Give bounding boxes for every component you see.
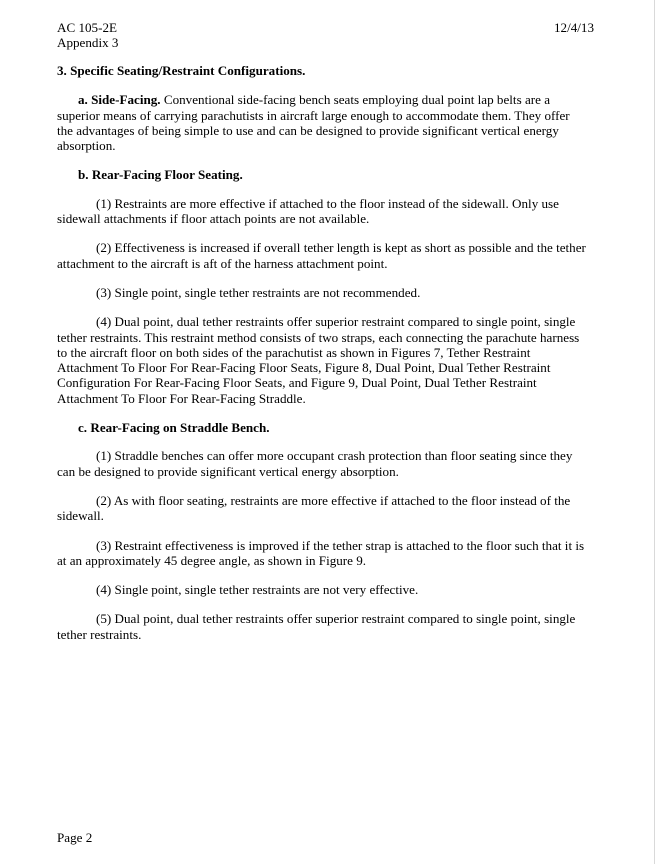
side-facing-text: Conventional side-facing bench seats employing dual point lap belts are a superior means of carrying parachutists in aircraft large enough to accommodate them. They offer the advantages of being simple to use and can be designed to provide significant vertical energy absorption. xyxy=(57,92,570,154)
list-item: (1) Straddle benches can offer more occupant crash protection than floor seating since they can be designed to provide significant vertical energy absorption. xyxy=(57,448,573,479)
list-item: (3) Restraint effectiveness is improved if the tether strap is attached to the floor such that it is at an approximately 45 degree angle, as shown in Figure 9. xyxy=(57,537,585,568)
document-body xyxy=(57,63,587,656)
list-item: (2) As with floor seating, restraints are more effective if attached to the floor instead of the sidewall. xyxy=(57,492,571,524)
document-id: AC 105-2E xyxy=(57,20,118,35)
section-heading: 3. Specific Seating/Restraint Configurations. xyxy=(57,63,306,78)
side-facing-label: a. Side-Facing. xyxy=(78,92,161,108)
page-header-left xyxy=(57,20,118,50)
list-item: (5) Dual point, dual tether restraints offer superior restraint compared to single point, single tether restraints. xyxy=(57,611,576,642)
appendix-label: Appendix 3 xyxy=(57,35,119,50)
list-item: (4) Dual point, dual tether restraints offer superior restraint compared to single point, single tether restraints. This restraint method consists of two straps, each connecting the parachute harness to the aircraft floor on both sides of the parachutist as shown in Figures 7, Tether Restraint Attachment To Floor For Rear-Facing Floor Seats, Figure 8, Dual Point, Dual Tether Restraint Configuration For Rear-Facing Floor Seats, and Figure 9, Dual Point, Dual Tether Restraint Attachment To Floor For Rear-Facing Straddle. xyxy=(57,314,580,406)
subsection-heading-rear-facing-floor: b. Rear-Facing Floor Seating. xyxy=(78,167,243,183)
paragraph-side-facing xyxy=(57,92,587,153)
page-number: Page 2 xyxy=(57,830,93,845)
list-item: (2) Effectiveness is increased if overall tether length is kept as short as possible and the tether attachment to the aircraft is aft of the harness attachment point. xyxy=(57,240,586,271)
list-item: (3) Single point, single tether restraints are not recommended. xyxy=(96,284,421,300)
document-date: 12/4/13 xyxy=(553,20,594,35)
subsection-heading-straddle-bench: c. Rear-Facing on Straddle Bench. xyxy=(78,420,270,436)
list-item: (4) Single point, single tether restraints are not very effective. xyxy=(96,582,419,598)
list-item: (1) Restraints are more effective if attached to the floor instead of the sidewall. Only use sidewall attachments if floor attach points are not available. xyxy=(57,195,559,227)
